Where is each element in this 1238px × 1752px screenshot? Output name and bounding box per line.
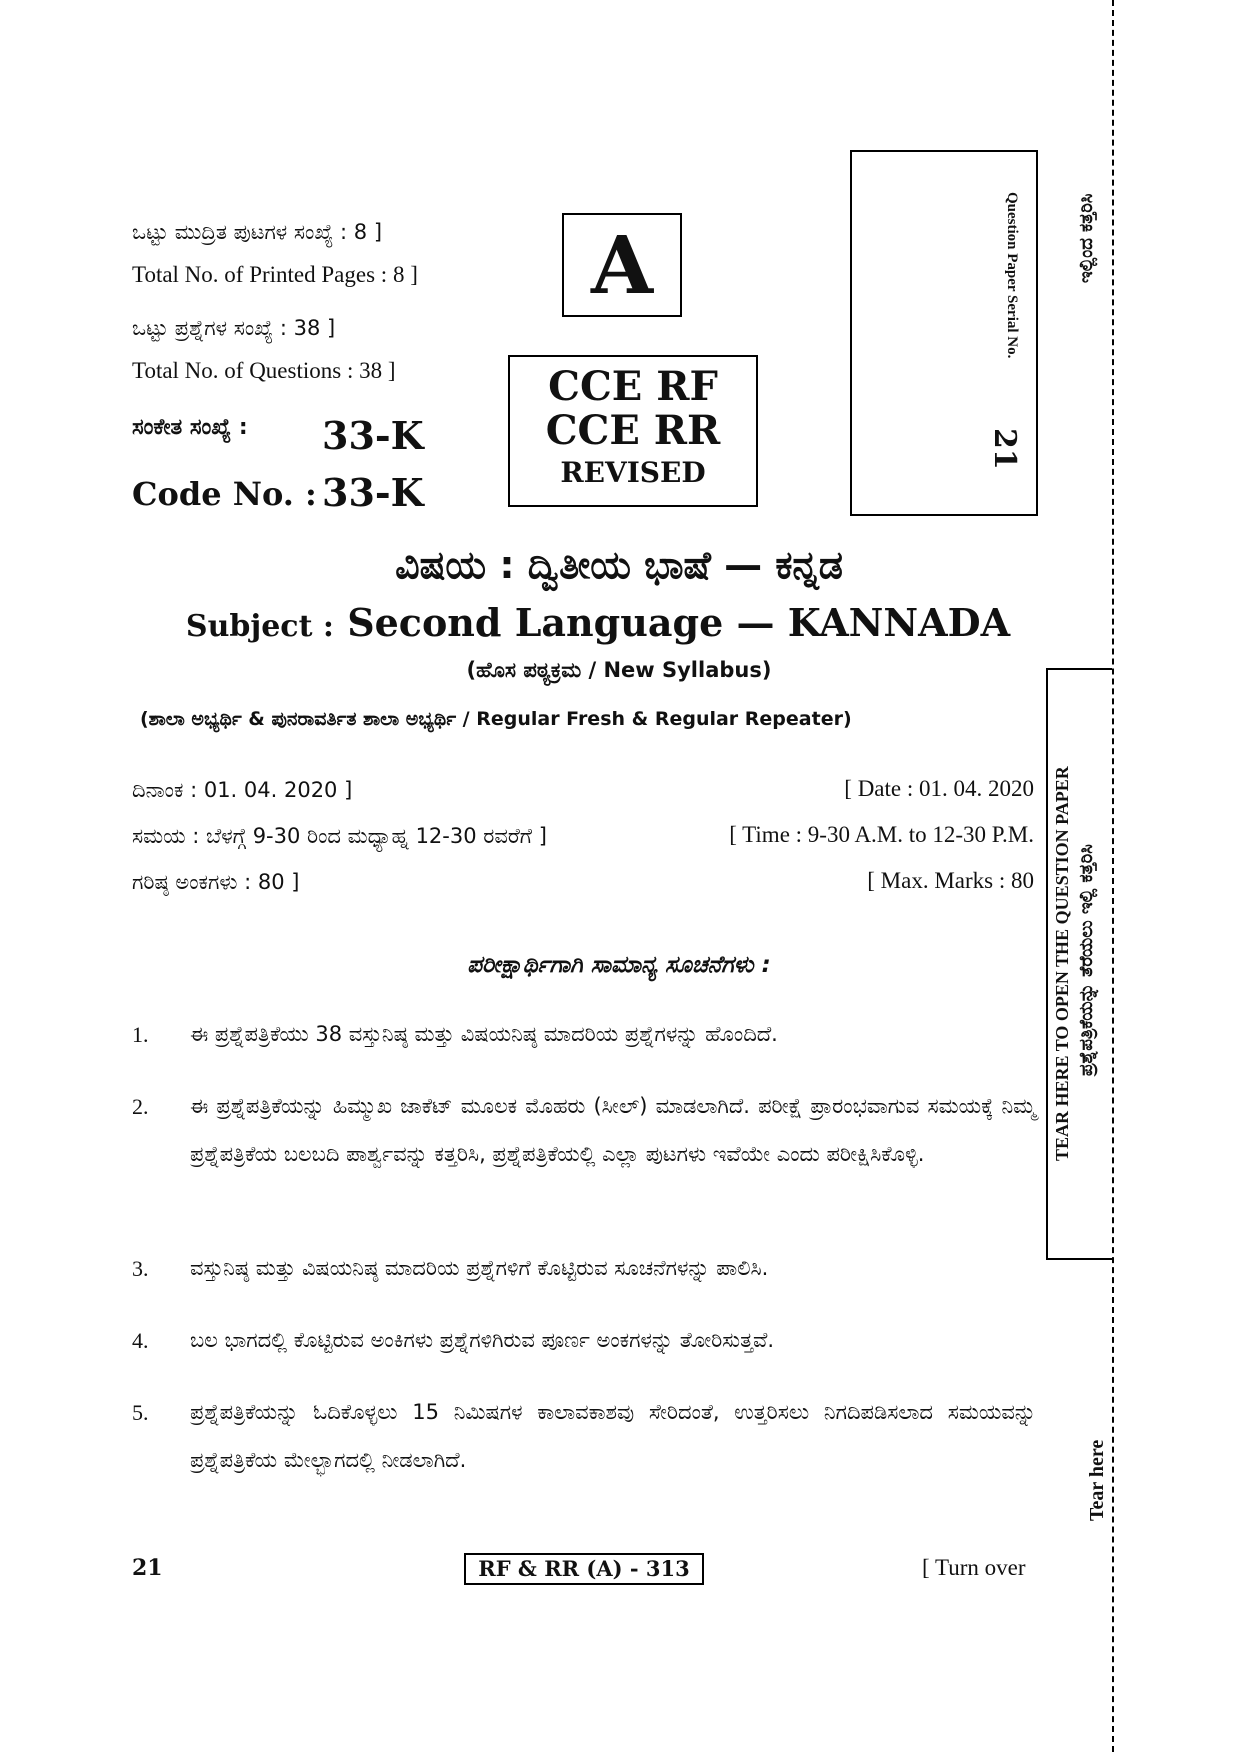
serial-number-value: 21 [987, 428, 1022, 470]
date-kannada: ದಿನಾಂಕ : 01. 04. 2020 ] [132, 778, 353, 802]
tear-label-kannada-top: ಇಲ್ಲಿಂದ ಕತ್ತರಿಸಿ [1076, 193, 1097, 283]
instruction-text: ಈ ಪ್ರಶ್ನೆಪತ್ರಿಕೆಯನ್ನು ಹಿಮ್ಮುಖ ಜಾಕೆಟ್ ಮೂಲಕ ಮೊಹರು (ಸೀಲ್) ಮಾಡಲಾಗಿದೆ. ಪರೀಕ್ಷೆ ಪ್ರಾರಂಭವಾಗುವ ಸಮಯಕ್ಕೆ ನಿಮ್ಮ ಪ್ರಶ್ನೆಪತ್ರಿಕೆಯ ಬಲಬದಿ ಪಾರ್ಶ್ವವನ್ನು ಕತ್ತರಿಸಿ, ಪ್ರಶ್ನೆಪತ್ರಿಕೆಯಲ್ಲಿ ಎಲ್ಲಾ ಪುಟಗಳು ಇವೆಯೇ ಎಂದು ಪರೀಕ್ಷಿಸಿಕೊಳ್ಳಿ. [190, 1094, 1036, 1166]
paper-version-box: A [562, 213, 682, 317]
printed-pages-english: Total No. of Printed Pages : 8 ] [132, 262, 418, 287]
code-label-kannada: ಸಂಕೇತ ಸಂಖ್ಯೆ : [132, 415, 248, 440]
total-questions-english: Total No. of Questions : 38 ] [132, 358, 396, 383]
subject-label: Subject : [185, 609, 334, 644]
subject-title-english [180, 600, 1016, 645]
exam-type-box [508, 355, 758, 507]
instructions-heading: ಪರೀಕ್ಷಾರ್ಥಿಗಾಗಿ ಸಾಮಾನ್ಯ ಸೂಚನೆಗಳು : [467, 952, 771, 978]
printed-pages-kannada: ಒಟ್ಟು ಮುದ್ರಿತ ಪುಟಗಳ ಸಂಖ್ಯೆ : 8 ] [132, 220, 383, 244]
instruction-text: ಪ್ರಶ್ನೆಪತ್ರಿಕೆಯನ್ನು ಓದಿಕೊಳ್ಳಲು 15 ನಿಮಿಷಗಳ ಕಾಲಾವಕಾಶವು ಸೇರಿದಂತೆ, ಉತ್ತರಿಸಲು ನಿಗದಿಪಡಿಸಲಾದ ಸಮಯವನ್ನು ಪ್ರಶ್ನೆಪತ್ರಿಕೆಯ ಮೇಲ್ಭಾಗದಲ್ಲಿ ನೀಡಲಾಗಿದೆ. [190, 1400, 1036, 1472]
serial-number-label: Question Paper Serial No. [1004, 192, 1020, 359]
code-label-english: Code No. : [132, 475, 317, 513]
footer-paper-code: RF & RR (A) - 313 [464, 1553, 704, 1585]
exam-type-line-2: CCE RR [545, 407, 721, 454]
instruction-number: 3. [132, 1256, 149, 1281]
tear-instruction-kannada: ಪ್ರಶ್ನೆಪತ್ರಿಕೆಯನ್ನು ತೆರೆಯಲು ಇಲ್ಲಿ ಕತ್ತರಿಸಿ [1076, 844, 1097, 1076]
max-marks-english: [ Max. Marks : 80 [867, 868, 1034, 893]
date-english: [ Date : 01. 04. 2020 [844, 776, 1034, 801]
instruction-text: ವಸ್ತುನಿಷ್ಠ ಮತ್ತು ವಿಷಯನಿಷ್ಠ ಮಾದರಿಯ ಪ್ರಶ್ನೆಗಳಿಗೆ ಕೊಟ್ಟಿರುವ ಸೂಚನೆಗಳನ್ನು ಪಾಲಿಸಿ. [190, 1256, 769, 1280]
code-value-kannada: 33-K [322, 413, 424, 458]
turn-over-label: [ Turn over [922, 1555, 1026, 1580]
syllabus-line: (ಹೊಸ ಪಠ್ಯಕ್ರಮ / New Syllabus) [466, 658, 772, 682]
subject-value: Second Language — KANNADA [347, 600, 1011, 645]
instruction-number: 1. [132, 1022, 149, 1047]
instruction-number: 5. [132, 1400, 149, 1425]
code-value-english: 33-K [322, 470, 424, 515]
time-english: [ Time : 9-30 A.M. to 12-30 P.M. [729, 822, 1034, 847]
total-questions-kannada: ಒಟ್ಟು ಪ್ರಶ್ನೆಗಳ ಸಂಖ್ಯೆ : 38 ] [132, 316, 336, 340]
instruction-text: ಬಲ ಭಾಗದಲ್ಲಿ ಕೊಟ್ಟಿರುವ ಅಂಕಿಗಳು ಪ್ರಶ್ನೆಗಳಿಗಿರುವ ಪೂರ್ಣ ಅಂಕಗಳನ್ನು ತೋರಿಸುತ್ತವೆ. [190, 1328, 775, 1352]
max-marks-kannada: ಗರಿಷ್ಠ ಅಂಕಗಳು : 80 ] [132, 870, 300, 894]
subject-title-kannada: ವಿಷಯ : ದ್ವಿತೀಯ ಭಾಷೆ — ಕನ್ನಡ [395, 543, 843, 587]
instruction-number: 2. [132, 1094, 149, 1119]
exam-type-line-3: REVISED [560, 456, 706, 489]
instruction-text: ಈ ಪ್ರಶ್ನೆಪತ್ರಿಕೆಯು 38 ವಸ್ತುನಿಷ್ಠ ಮತ್ತು ವಿಷಯನಿಷ್ಠ ಮಾದರಿಯ ಪ್ರಶ್ನೆಗಳನ್ನು ಹೊಂದಿದೆ. [190, 1022, 778, 1046]
tear-here-label: Tear here [1086, 1439, 1108, 1521]
time-kannada: ಸಮಯ : ಬೆಳಗ್ಗೆ 9-30 ರಿಂದ ಮಧ್ಯಾಹ್ನ 12-30 ರವರೆಗೆ ] [132, 824, 547, 848]
exam-type-line-1: CCE RF [548, 363, 718, 410]
tear-instruction-english: TEAR HERE TO OPEN THE QUESTION PAPER [1052, 766, 1072, 1162]
instruction-number: 4. [132, 1328, 149, 1353]
footer-page-number: 21 [132, 1555, 163, 1581]
candidate-type-line: (ಶಾಲಾ ಅಭ್ಯರ್ಥಿ & ಪುನರಾವರ್ತಿತ ಶಾಲಾ ಅಭ್ಯರ್ಥಿ / Regular Fresh & Regular Repeater) [140, 708, 852, 730]
